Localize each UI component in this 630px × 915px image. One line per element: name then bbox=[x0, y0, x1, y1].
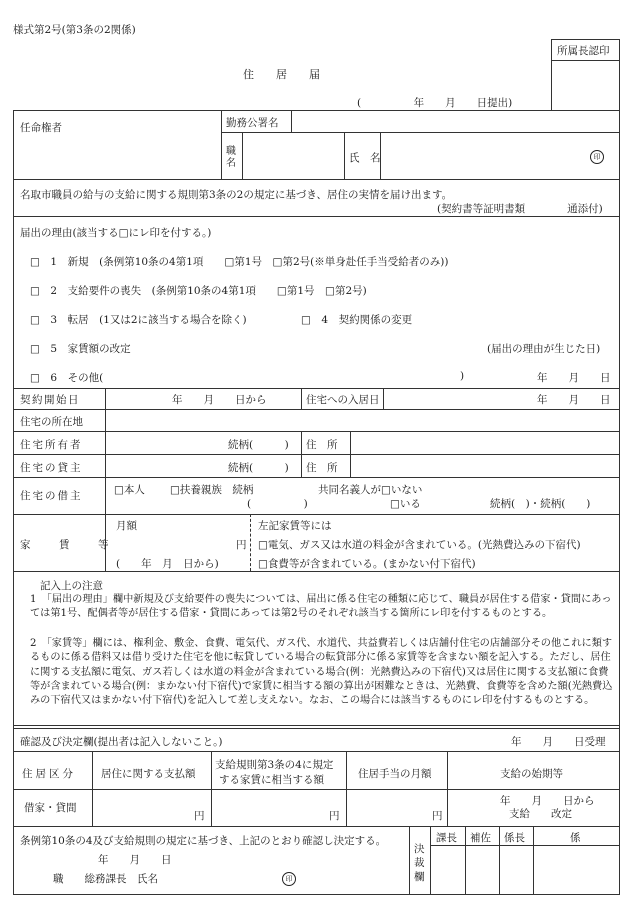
start-kinds[interactable]: 支給 改定 bbox=[509, 808, 572, 820]
borrower-self-checkbox[interactable]: □本人 bbox=[114, 484, 145, 496]
col-rule-header-2: する家賃に相当する額 bbox=[219, 774, 324, 786]
move-in-label: 住宅への入居日 bbox=[306, 394, 380, 406]
rent-meals-checkbox[interactable]: □食費等が含まれている。(まかない付下宿代) bbox=[258, 558, 476, 570]
owner-relation[interactable]: 続柄( ) bbox=[228, 439, 289, 451]
name-field[interactable] bbox=[384, 136, 579, 176]
rule-amount-field[interactable] bbox=[215, 793, 330, 821]
row-category: 借家・貸間 bbox=[24, 802, 77, 814]
stamp-box-assistant[interactable] bbox=[466, 846, 498, 893]
declaration-text: 名取市職員の給与の支給に関する規則第3条の2の規定に基づき、居住の実情を届け出ます。 bbox=[20, 189, 453, 201]
stamp-box-staff[interactable] bbox=[534, 846, 618, 893]
kessai-char-1: 決 bbox=[414, 843, 425, 855]
location-label: 住宅の所在地 bbox=[20, 416, 83, 428]
rent-label: 家 賃 等 bbox=[20, 539, 118, 551]
contract-start-label: 契約開始日 bbox=[20, 394, 80, 406]
contract-start-date[interactable]: 年 月 日から bbox=[172, 394, 267, 406]
approver-section-chief: 課長 bbox=[436, 832, 457, 844]
confirm-heading: 確認及び決定欄(提出者は記入しないこと。) bbox=[20, 736, 223, 748]
office-field[interactable] bbox=[295, 114, 615, 130]
rent-utilities-checkbox[interactable]: □電気、ガス又は水道の料金が含まれている。(光熱費込みの下宿代) bbox=[258, 539, 581, 551]
payment-amount-field[interactable] bbox=[96, 793, 196, 821]
co-borrower-yes-checkbox[interactable]: □いる bbox=[390, 498, 421, 510]
rule-yen: 円 bbox=[329, 810, 340, 822]
reason-move[interactable]: □ 3 転居 (1又は2に該当する場合を除く) bbox=[30, 314, 247, 326]
payment-yen: 円 bbox=[194, 810, 205, 822]
lender-label: 住宅の貸主 bbox=[20, 462, 83, 474]
allowance-yen: 円 bbox=[432, 810, 443, 822]
reason-other-close: ) bbox=[460, 370, 465, 382]
notes-heading: 記入上の注意 bbox=[40, 580, 103, 592]
borrower-dependent-checkbox[interactable]: □扶養親族 続柄 bbox=[170, 484, 254, 496]
kessai-char-3: 欄 bbox=[414, 871, 425, 883]
position-field[interactable] bbox=[246, 136, 341, 176]
attachment-note: (契約書等証明書類 通添付) bbox=[437, 203, 603, 215]
reason-date-note: (届出の理由が生じた日) bbox=[487, 343, 601, 355]
form-number: 様式第2号(第3条の2関係) bbox=[13, 24, 136, 36]
reason-loss[interactable]: □ 2 支給要件の喪失 (条例第10条の4第1項 □第1号 □第2号) bbox=[30, 285, 367, 297]
reason-new[interactable]: □ 1 新規 (条例第10条の4第1項 □第1号 □第2号(※単身赴任手当受給者のみ)) bbox=[30, 256, 449, 268]
owner-label: 住宅所有者 bbox=[20, 439, 83, 451]
col-payment-header: 居住に関する支払額 bbox=[101, 768, 196, 780]
approver-assistant: 補佐 bbox=[470, 832, 491, 844]
reason-rent-revision[interactable]: □ 5 家賃額の改定 bbox=[30, 343, 131, 355]
decision-statement: 条例第10条の4及び支給規則の規定に基づき、上記のとおり確認し決定する。 bbox=[20, 835, 387, 847]
approver-staff: 係 bbox=[570, 832, 581, 844]
rent-yen: 円 bbox=[236, 539, 247, 551]
approver-subsection-chief: 係長 bbox=[504, 832, 525, 844]
reason-other[interactable]: □ 6 その他( bbox=[30, 372, 104, 384]
seal-mark: 印 bbox=[590, 150, 604, 164]
note-2: 2 「家賃等」欄には、権利金、敷金、食費、電気代、ガス代、水道代、共益費若しくは店舗付住宅の店舗部分その他これに類するものに係る借料又は借り受けた住宅を他に転貸している場合の転貸部分に係る家賃等を含まない額を記入する。ただし、居住に関する支払額に電気、ガス若しくは水道の料金が含まれている場合(例：光熱費込みの下宿代)又は居住に関する支払額に食費等が含まれている場合(例：まかない付下宿代)で家賃に相当する額の算出が困難なときは、光熱費、食費等を含めた額(光熱費込みの下宿代又はまかない付下宿代)を記入して差し支えない。なお、この場合には該当するものにレ印を付するものとする。 bbox=[30, 638, 613, 707]
rent-from-date[interactable]: ( 年 月 日から) bbox=[116, 558, 219, 570]
owner-address-field[interactable] bbox=[354, 434, 616, 450]
approval-label: 所属長認印 bbox=[557, 45, 610, 57]
reasons-heading: 届出の理由(該当する□にレ印を付する。) bbox=[20, 227, 212, 239]
start-date[interactable]: 年 月 日から bbox=[500, 795, 595, 807]
stamp-box-section-chief[interactable] bbox=[431, 846, 464, 893]
lender-address-field[interactable] bbox=[354, 457, 616, 473]
move-in-date[interactable]: 年 月 日 bbox=[537, 394, 611, 406]
owner-name-field[interactable] bbox=[110, 434, 220, 450]
stamp-box-subsection-chief[interactable] bbox=[500, 846, 532, 893]
col-category-header: 住居区分 bbox=[22, 768, 76, 780]
note-1: 1 「届出の理由」欄中新規及び支給要件の喪失については、届出に係る住宅の種類に応じて、職員が居住する借家・貸間にあっては第1号、配偶者等が居住する借家・貸間にあっては第2号のそれぞれ該当する箇所にレ印を付するものとする。 bbox=[30, 594, 612, 620]
lender-name-field[interactable] bbox=[110, 457, 220, 473]
allowance-amount-field[interactable] bbox=[350, 793, 432, 821]
col-rule-header-1: 支給規則第3条の4に規定 bbox=[215, 759, 334, 771]
reason-contract-change[interactable]: □ 4 契約関係の変更 bbox=[301, 314, 413, 326]
decision-date[interactable]: 年 月 日 bbox=[98, 854, 172, 866]
location-field[interactable] bbox=[110, 412, 615, 428]
page-title: 住 居 届 bbox=[243, 68, 320, 81]
borrower-dependent-relation[interactable]: ( ) bbox=[247, 498, 308, 510]
rent-monthly-field[interactable] bbox=[112, 532, 242, 548]
co-borrower-none-checkbox[interactable]: 共同名義人が□いない bbox=[318, 484, 423, 496]
office-label: 勤務公署名 bbox=[226, 117, 279, 129]
lender-address-label: 住 所 bbox=[306, 462, 338, 474]
co-borrower-relation[interactable]: 続柄( )・続柄( ) bbox=[490, 498, 591, 510]
submit-date[interactable]: ( 年 月 日提出) bbox=[357, 97, 513, 109]
signer-seal: 印 bbox=[282, 872, 296, 886]
lender-relation[interactable]: 続柄( ) bbox=[228, 462, 289, 474]
appointer-field[interactable] bbox=[24, 136, 219, 176]
approval-stamp-area[interactable] bbox=[552, 61, 618, 109]
position-label: 職名 bbox=[226, 146, 236, 169]
col-start-header: 支給の始期等 bbox=[500, 768, 563, 780]
owner-address-label: 住 所 bbox=[306, 439, 338, 451]
col-allowance-header: 住居手当の月額 bbox=[358, 768, 432, 780]
form-frame-top bbox=[13, 110, 619, 111]
rent-monthly-label: 月額 bbox=[116, 520, 137, 532]
borrower-label: 住宅の借主 bbox=[20, 490, 83, 502]
kessai-char-2: 裁 bbox=[414, 857, 425, 869]
receipt-date[interactable]: 年 月 日受理 bbox=[511, 736, 606, 748]
name-label: 氏 名 bbox=[349, 152, 381, 164]
appointer-label: 任命権者 bbox=[20, 122, 62, 134]
rent-includes-label: 左記家賃等には bbox=[258, 520, 332, 532]
signer-label: 職 総務課長 氏名 bbox=[53, 873, 158, 885]
reason-other-date[interactable]: 年 月 日 bbox=[537, 372, 611, 384]
